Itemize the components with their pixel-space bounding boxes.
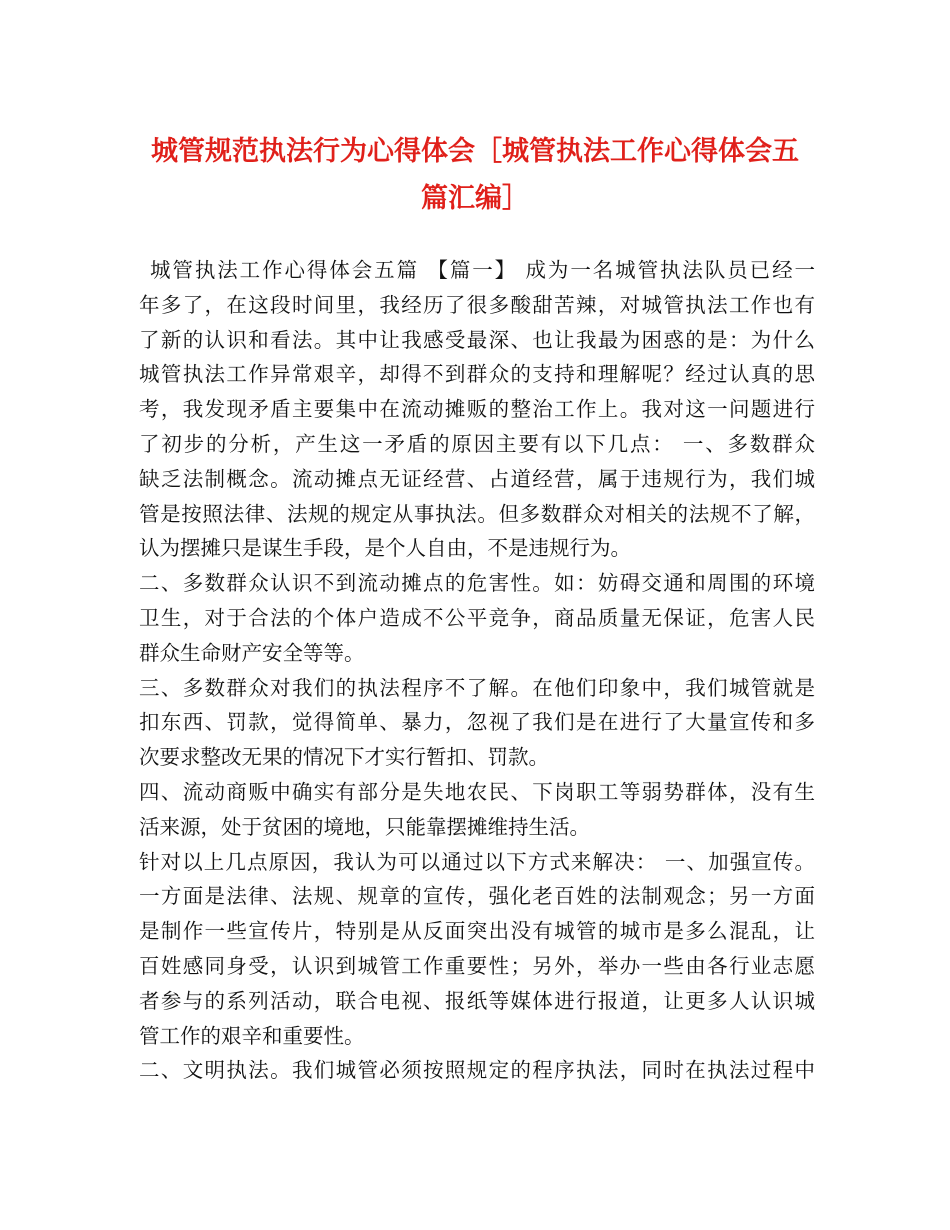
paragraph-line: 三、多数群众对我们的执法程序不了解。在他们印象中，我们城管就是 (139, 675, 815, 700)
paragraph-line: 百姓感同身受，认识到城管工作重要性；另外，举办一些由各行业志愿 (139, 953, 815, 978)
document-title (120, 128, 830, 222)
paragraph-line: 认为摆摊只是谋生手段，是个人自由，不是违规行为。 (139, 536, 631, 561)
paragraph-line: 四、流动商贩中确实有部分是失地农民、下岗职工等弱势群体，没有生 (139, 779, 815, 804)
paragraph-line: 考，我发现矛盾主要集中在流动摊贩的整治工作上。我对这一问题进行 (139, 397, 815, 422)
paragraph-line: 二、文明执法。我们城管必须按照规定的程序执法，同时在执法过程中 (139, 1058, 815, 1083)
paragraph-line: 次要求整改无果的情况下才实行暂扣、罚款。 (139, 745, 549, 770)
paragraph-line: 管工作的艰辛和重要性。 (139, 1023, 365, 1048)
paragraph-line: 城管执法工作心得体会五篇 【篇一】 成为一名城管执法队员已经一 (150, 258, 815, 282)
paragraph-line: 缺乏法制概念。流动摊点无证经营、占道经营，属于违规行为，我们城 (139, 466, 815, 491)
paragraph-line: 一方面是法律、法规、规章的宣传，强化老百姓的法制观念；另一方面 (139, 884, 815, 909)
paragraph-line: 群众生命财产安全等等。 (139, 640, 365, 665)
paragraph-line: 针对以上几点原因，我认为可以通过以下方式来解决： 一、加强宣传。 (139, 849, 815, 874)
paragraph-line: 了初步的分析，产生这一矛盾的原因主要有以下几点： 一、多数群众 (139, 431, 815, 456)
paragraph-line: 者参与的系列活动，联合电视、报纸等媒体进行报道，让更多人认识城 (139, 988, 815, 1013)
paragraph-line: 年多了，在这段时间里，我经历了很多酸甜苦辣，对城管执法工作也有 (139, 292, 815, 317)
paragraph-line: 了新的认识和看法。其中让我感受最深、也让我最为困惑的是：为什么 (139, 327, 815, 352)
title-line: 篇汇编］ (421, 183, 529, 214)
paragraph-line: 卫生，对于合法的个体户造成不公平竞争，商品质量无保证，危害人民 (139, 605, 815, 630)
paragraph-line: 管是按照法律、法规的规定从事执法。但多数群众对相关的法规不了解， (139, 501, 815, 526)
paragraph-line: 活来源，处于贫困的境地，只能靠摆摊维持生活。 (139, 814, 590, 839)
document-body (139, 253, 815, 1088)
paragraph-line: 城管执法工作异常艰辛，却得不到群众的支持和理解呢？经过认真的思 (139, 362, 815, 387)
paragraph-line: 是制作一些宣传片，特别是从反面突出没有城管的城市是多么混乱，让 (139, 919, 815, 944)
paragraph-line: 二、多数群众认识不到流动摊点的危害性。如：妨碍交通和周围的环境 (139, 571, 815, 596)
title-line: 城管规范执法行为心得体会［城管执法工作心得体会五 (151, 136, 799, 167)
paragraph-line: 扣东西、罚款，觉得简单、暴力，忽视了我们是在进行了大量宣传和多 (139, 710, 815, 735)
